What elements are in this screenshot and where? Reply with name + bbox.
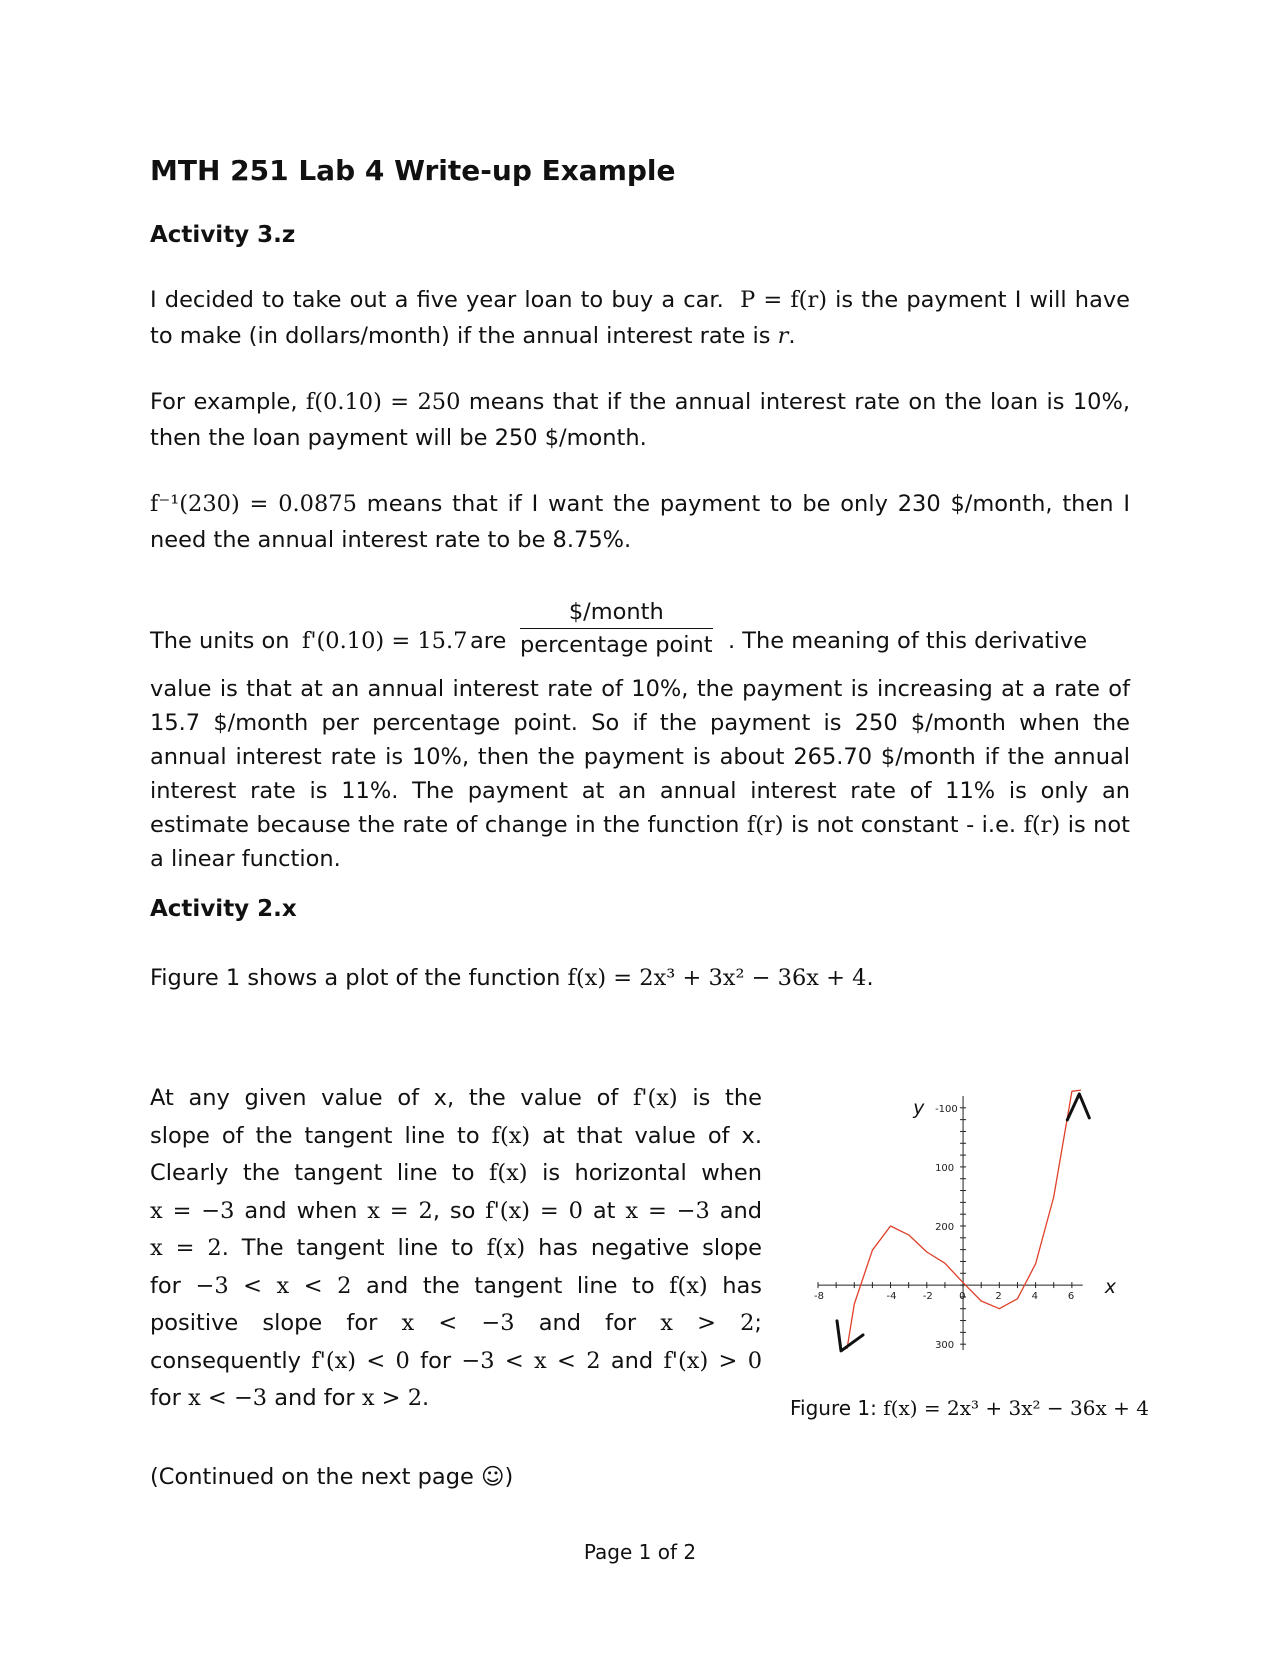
y-tick-label: 300 [935, 1340, 955, 1352]
math-cubic-function: f(x) = 2x³ + 3x² − 36x + 4 [567, 965, 867, 991]
activity-1-paragraph-4: value is that at an annual interest rate of 10%, the payment is increasing at a rate of 15.7 $/month per percentage point. So if the payment is 250 $/month when the annual interest rate is 10%, then the payment is about 265.70 $/month if the annual interest rate is 11%. The payment at an annual interest rate of 11% is only an estimate because the rate of change in the function f(r) is not constant - i.e. f(r) is not a linear function. [150, 676, 1130, 872]
units-fraction [514, 596, 719, 661]
left-arrowhead-icon [837, 1321, 863, 1351]
y-tick-label: -100 [935, 1103, 958, 1115]
math-derivative-value: f'(0.10) = 15.7 [302, 628, 468, 654]
text-line: Clearly the tangent line to f(x) is horizontal when [150, 1160, 762, 1186]
function-plot-svg [790, 1086, 1130, 1386]
math-inverse-function: f⁻¹(230) = 0.0875 [150, 491, 357, 517]
activity-1-heading: Activity 3.z [150, 222, 296, 248]
fraction-numerator: $/month [520, 596, 713, 629]
figure-1-caption: Figure 1: f(x) = 2x³ + 3x² − 36x + 4 [790, 1396, 1149, 1420]
activity-2-paragraph-1: Figure 1 shows a plot of the function f(x) = 2x³ + 3x² − 36x + 4. [150, 965, 874, 991]
document-page: MTH 251 Lab 4 Write-up Example Activity 3.z I decided to take out a five year loan to buy a car. P = f(r) is the payment I will have to make (in dollars/month) if the annual interest rate is r. For example, f(0.10) = 250 means that if the annual interest rate on the loan is 10%, then the loan payment will be 250 $/month. f⁻¹(230) = 0.0875 means that if I want the payment to be only 230 $/month, then I need the annual interest rate to be 8.75%. The units on f'(0.10) = 15.7 are $\frac{\text{\$/month}}{\text{percentage point}}$ . The meaning of this derivative value is that at an annual interest rate of 10%, the payment is increasing at a rate of 15.7 $/month per percentage point. So if the payment is 250 $/month when the annual interest rate is 10%, then the payment is about 265.70 $/month if the annual interest rate is 11%. The payment at an annual interest rate of 11% is only an estimate because the rate of change in the function f(r) is not constant - i.e. f(r) is not a linear function. Activity 2.x Figure 1 shows a plot of the function f(x) = 2x³ + 3x² − 36x + 4. At any given value of x, the value of f'(x) is the slope of the tangent line to f(x) at that value of x. Clearly the tangent line to f(x) is horizontal when x = −3 and when x = 2, so f'(x) = 0 at x = −3 and x = 2. The tangent line to f(x) has negative slope for −3 < x < 2 and the tangent line to f(x) has positive slope for x < −3 and for x > 2; consequently f'(x) < 0 for −3 < x < 2 and f'(x) > 0 for x < −3 and for x > 2. -8 -4 -2 0 2 4 6 300 200 100 -100 y x Figure 1: f(x) = 2x³ + 3x² − 36x + 4 (Continued on the next page ☺) Page 1 of 2 [0, 0, 1280, 1656]
text-line: At any given value of x, the value of f'(x) is the [150, 1085, 762, 1111]
page-title: MTH 251 Lab 4 Write-up Example [150, 154, 676, 187]
math-payment-function: P = f(r) [740, 287, 827, 313]
text-line: slope of the tangent line to f(x) at that value of x. [150, 1122, 763, 1149]
x-tick-label: 0 [959, 1291, 966, 1303]
activity-1-paragraph-2: For example, f(0.10) = 250 means that if the annual interest rate on the loan is 10%, then the loan payment will be 250 $/month. [150, 389, 1130, 451]
x-tick-label: 2 [995, 1291, 1002, 1303]
fraction-denominator: percentage point [520, 632, 713, 658]
x-tick-label: 6 [1067, 1291, 1075, 1303]
page-number: Page 1 of 2 [583, 1540, 697, 1564]
text-line: for x < −3 and for x > 2. [150, 1385, 430, 1411]
activity-1-paragraph-3: f⁻¹(230) = 0.0875 means that if I want the payment to be only 230 $/month, then I need the annual interest rate to be 8.75%. [150, 491, 1130, 553]
activity-2-heading: Activity 2.x [150, 896, 297, 922]
text-line: x = −3 and when x = 2, so f'(x) = 0 at x = −3 and [150, 1197, 763, 1224]
text-line: x = 2. The tangent line to f(x) has negative slope [150, 1235, 763, 1261]
text-line: positive slope for x < −3 and for x > 2; [150, 1310, 763, 1336]
x-tick-label: 4 [1031, 1291, 1038, 1303]
activity-2-paragraph-2 [150, 1080, 762, 1418]
continued-note: (Continued on the next page ☺) [150, 1464, 514, 1490]
x-tick-label: -8 [814, 1291, 824, 1303]
text-line: consequently f'(x) < 0 for −3 < x < 2 and f'(x) > 0 [150, 1347, 763, 1374]
activity-1-paragraph-1: I decided to take out a five year loan to buy a car. P = f(r) is the payment I will have to make (in dollars/month) if the annual interest rate is r. [150, 287, 1131, 349]
math-f-of-0.10: f(0.10) = 250 [305, 389, 461, 415]
x-tick-label: -4 [886, 1291, 897, 1303]
text-line: for −3 < x < 2 and the tangent line to f(x) has [150, 1272, 763, 1299]
x-axis-label: x [1104, 1276, 1116, 1299]
function-curve [847, 1090, 1081, 1352]
y-tick-label: 100 [935, 1162, 955, 1174]
y-tick-label: 200 [935, 1222, 955, 1233]
figure-1-plot [790, 1086, 1130, 1426]
x-tick-label: -2 [922, 1291, 933, 1303]
y-axis-label: y [913, 1096, 925, 1119]
